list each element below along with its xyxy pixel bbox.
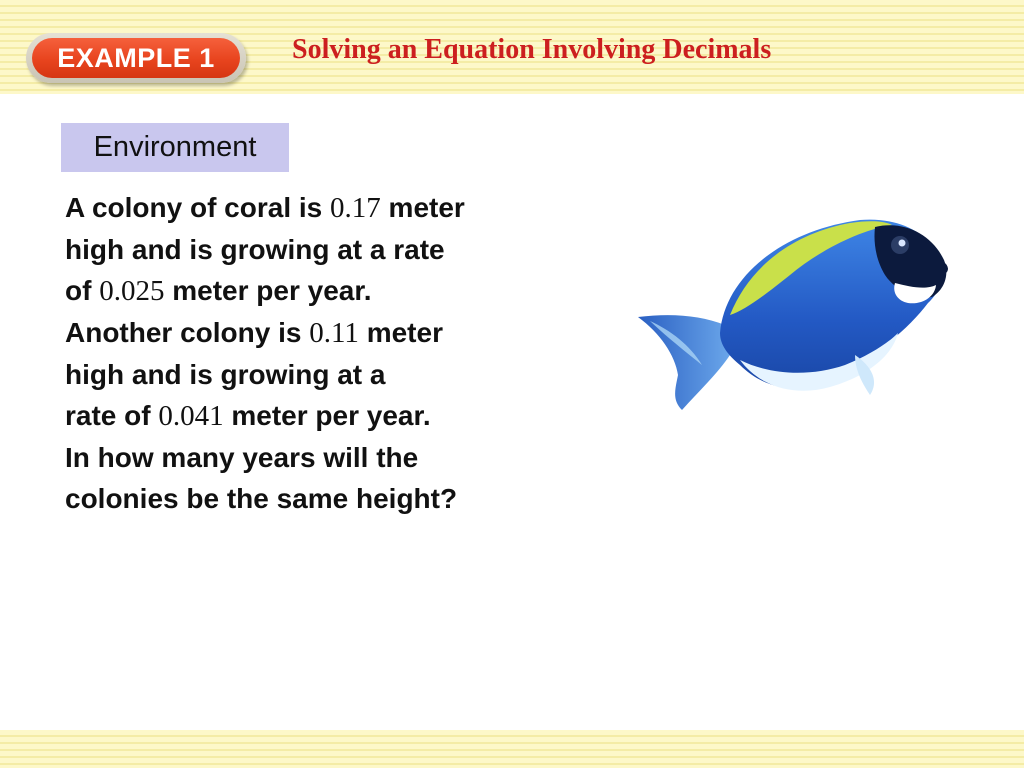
footer-band (0, 730, 1024, 768)
text-run: Another colony is (65, 317, 310, 348)
number: 0.041 (158, 400, 224, 432)
text-run: A colony of coral is (65, 192, 331, 223)
number: 0.025 (99, 275, 165, 307)
text-run: meter (380, 192, 465, 223)
text-run: of (65, 275, 100, 306)
example-badge (26, 33, 246, 83)
fish-icon (630, 205, 960, 420)
problem-line: colonies be the same height? (65, 483, 458, 514)
text-run: meter per year. (164, 275, 372, 306)
page-title: Solving an Equation Involving Decimals (292, 34, 772, 65)
problem-line: In how many years will the (65, 442, 419, 473)
problem-line (65, 187, 585, 229)
section-label: Environment (61, 123, 289, 172)
text-run: meter per year. (223, 400, 431, 431)
text-run: meter (358, 317, 443, 348)
problem-line: high and is growing at a rate (65, 234, 445, 265)
problem-line: high and is growing at a (65, 359, 386, 390)
problem-line (65, 270, 585, 312)
example-badge-label: EXAMPLE 1 (32, 38, 240, 78)
number: 0.11 (309, 317, 359, 349)
problem-line (65, 312, 585, 354)
problem-text (65, 187, 585, 519)
text-run: rate of (65, 400, 159, 431)
number: 0.17 (330, 192, 381, 224)
problem-line (65, 395, 585, 437)
